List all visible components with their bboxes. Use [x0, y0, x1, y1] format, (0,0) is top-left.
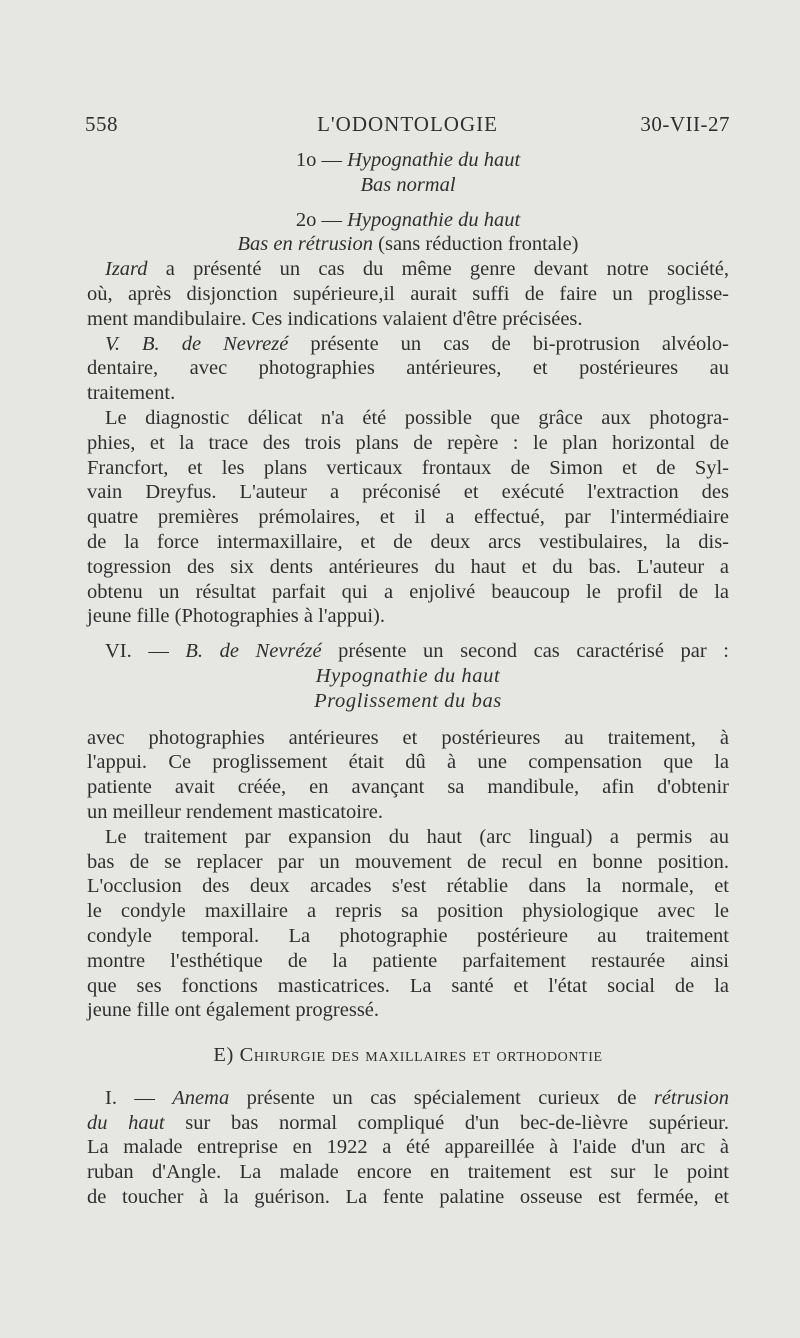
- issue-date: 30-VII-27: [640, 112, 730, 136]
- paragraph-photographies: avec photographies antérieures et postérieures au traitement, à l'appui. Ce proglissement était dû à une compensation que la patiente avait créée, en avançant sa mandibule, afin d'obtenir un meilleur rendement masticatoire.: [87, 726, 729, 823]
- author-name: Anema: [172, 1086, 230, 1109]
- section-e-heading: E) Chirurgie des maxillaires et orthodontie: [213, 1044, 603, 1067]
- list-item-2-title: 2o — Hypognathie du haut: [295, 208, 521, 231]
- author-name: B. de Nevrézé: [185, 640, 322, 663]
- paragraph-nevreze: V. B. de Nevrezé présente un cas de bi-protrusion alvéolo- dentaire, avec photographies antérieures, et postérieures au traitement.: [87, 332, 730, 405]
- author-name: Izard: [105, 258, 148, 281]
- journal-title: L'ODONTOLOGIE: [317, 112, 498, 136]
- section-vi-title-2: Proglissement du bas: [314, 689, 502, 712]
- section-vi: VI. — B. de Nevrézé présente un second cas caractérisé par : Hypognathie du haut Proglissement du bas: [87, 639, 729, 713]
- list-item-2-number: 2o: [295, 208, 317, 231]
- section-number: I. —: [105, 1086, 173, 1109]
- paragraph-traitement: Le traitement par expansion du haut (arc lingual) a permis au bas de se replacer par un mouvement de recul en bonne position. L'occlusion des deux arcades s'est rétablie dans la normale, et le condyle maxillaire a repris sa position physiologique avec le condyle temporal. La photographie postérieure au traitement montre l'esthétique de la patiente parfaitement restaurée ainsi que ses fonctions masticatrices. La santé et l'état social de la jeune fille ont également progressé.: [87, 825, 729, 1022]
- page-body: [87, 148, 729, 1210]
- section-vi-title-1: Hypognathie du haut: [315, 664, 501, 687]
- list-item-1-title: 1o — Hypognathie du haut: [295, 149, 521, 171]
- author-name: V. B. de Nevrezé: [105, 332, 289, 355]
- running-header: [85, 112, 730, 142]
- list-item-1-number: 1o: [295, 149, 317, 171]
- paragraph-izard: Izard a présenté un cas du même genre devant notre société, où, après disjonction supérieure,il aurait suffi de faire un proglisse- ment mandibulaire. Ces indications valaient d'être précisées.: [87, 258, 729, 330]
- paragraph-anema: I. — Anema présente un cas spécialement curieux de rétrusion du haut sur bas normal compliqué d'un bec-de-lièvre supérieur. La malade entreprise en 1922 a été appareillée à l'aide d'un arc à ruban d'Angle. La malade encore en traitement est sur le point de toucher à la guérison. La fente palatine osseuse est fermée, et: [87, 1086, 730, 1209]
- case-list: [87, 148, 729, 257]
- page-number: 558: [85, 112, 118, 136]
- list-item-2-subtitle: Bas en rétrusion (sans réduction frontale): [237, 233, 579, 256]
- paragraph-diagnostic: Le diagnostic délicat n'a été possible que grâce aux photogra- phies, et la trace des trois plans de repère : le plan horizontal de Francfort, et les plans verticaux frontaux de Simon et de Syl- vain Dreyfus. L'auteur a préconisé et exécuté l'extraction des quatre premières prémolaires, et il a effectué, par l'intermédiaire de la force intermaxillaire, et de deux arcs vestibulaires, la dis- togression des six dents antérieures du haut et du bas. L'auteur a obtenu un résultat parfait qui a enjolivé beaucoup le profil de la jeune fille (Photographies à l'appui).: [87, 406, 729, 628]
- section-number: VI. —: [105, 640, 186, 663]
- list-item-1-subtitle: Bas normal: [360, 173, 456, 196]
